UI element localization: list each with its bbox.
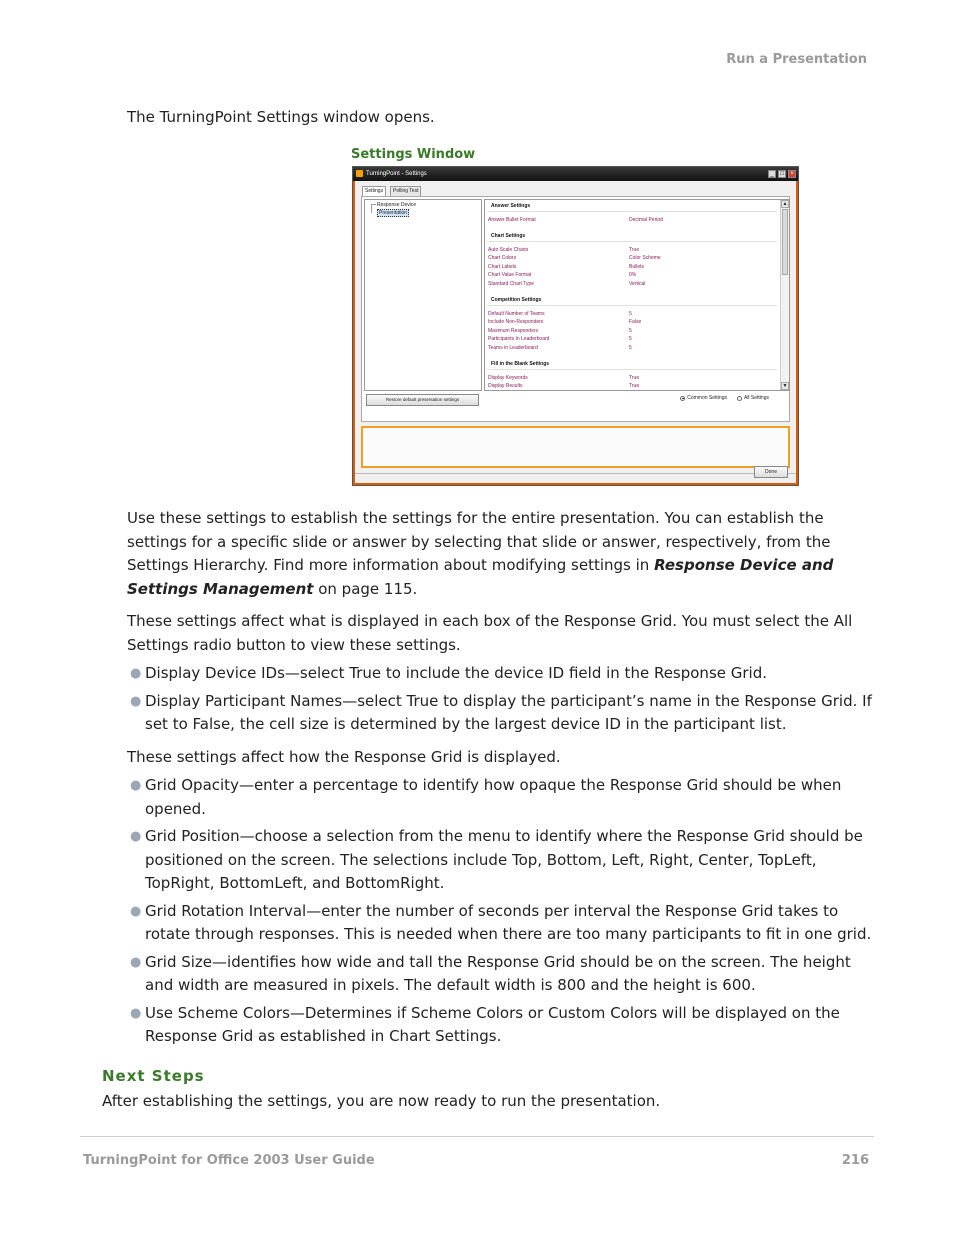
grid-section-header: Competition Settings bbox=[491, 296, 542, 303]
list-item-text: Grid Position—choose a selection from the menu to identify where the Response Grid should be positioned on the screen. The selections include Top, Bottom, Left, Right, Center, TopLeft, TopRight, BottomLeft, and BottomRight. bbox=[145, 827, 863, 892]
paragraph-text: Use these settings to establish the settings for the entire presentation. You can establish the settings for a specific slide or answer by selecting that slide or answer, respectively, from the Settings Hierarchy. Find more information about modifying settings in bbox=[127, 509, 831, 574]
turningpoint-logo-icon bbox=[356, 170, 363, 177]
setting-value[interactable]: False bbox=[629, 319, 642, 326]
list-item bbox=[127, 774, 872, 821]
paragraph-text: on page 115. bbox=[313, 579, 418, 598]
setting-value[interactable]: True bbox=[629, 246, 640, 253]
all-settings-label: All Settings bbox=[743, 395, 769, 401]
grid-section-header: Answer Settings bbox=[491, 203, 531, 209]
tree-line bbox=[371, 204, 376, 205]
setting-label[interactable]: Teams in Leaderboard bbox=[488, 345, 538, 351]
setting-label[interactable]: Standard Chart Type bbox=[488, 281, 535, 287]
list-item-text: Grid Rotation Interval—enter the number of seconds per interval the Response Grid takes to rotate through responses. This is needed when there are too many participants to fit in one grid. bbox=[145, 901, 872, 943]
footer-divider bbox=[80, 1136, 874, 1137]
bullet-icon: ● bbox=[130, 903, 142, 919]
common-settings-label: Common Settings bbox=[687, 395, 727, 401]
tab-polling-test[interactable]: Polling Test bbox=[390, 186, 421, 196]
tab-settings[interactable]: Settings bbox=[362, 186, 386, 196]
tree-node-response-device[interactable]: Response Device bbox=[377, 202, 417, 208]
setting-label[interactable]: Answer Bullet Format bbox=[488, 217, 536, 223]
radio-selected-icon bbox=[680, 396, 685, 401]
all-settings-radio[interactable] bbox=[737, 395, 769, 401]
paragraph-response-grid-box: These settings affect what is displayed in each box of the Response Grid. You must select the All Settings radio button to view these settings. bbox=[127, 612, 853, 654]
page-number: 216 bbox=[841, 1153, 869, 1168]
list-item-text: Grid Size—identifies how wide and tall the Response Grid should be on the screen. The height and width are measured in pixels. The default width is 800 and the height is 600. bbox=[145, 952, 851, 994]
bullet-list-display bbox=[127, 662, 872, 737]
maximize-icon[interactable]: □ bbox=[778, 170, 786, 178]
setting-label[interactable]: Display Results bbox=[488, 383, 523, 390]
intro-text: The TurningPoint Settings window opens. bbox=[127, 108, 435, 126]
list-item bbox=[127, 662, 872, 686]
bullet-icon: ● bbox=[130, 954, 142, 970]
divider bbox=[355, 473, 796, 474]
list-item bbox=[127, 900, 872, 947]
bullet-icon: ● bbox=[130, 693, 142, 709]
setting-label[interactable]: Include Non-Responders bbox=[488, 319, 544, 326]
setting-value[interactable]: Vertical bbox=[629, 281, 646, 287]
grid-section-divider bbox=[487, 211, 777, 212]
setting-value[interactable]: 5 bbox=[629, 345, 632, 351]
restore-defaults-button[interactable]: Restore default presentation settings bbox=[366, 394, 479, 406]
close-icon[interactable]: × bbox=[788, 170, 796, 178]
settings-hierarchy-tree bbox=[364, 199, 482, 391]
settings-panel bbox=[361, 196, 790, 422]
done-button[interactable]: Done bbox=[754, 466, 788, 478]
setting-label[interactable]: Auto Scale Charts bbox=[488, 246, 529, 253]
setting-label[interactable]: Chart Colors bbox=[488, 255, 517, 262]
list-item bbox=[127, 951, 872, 998]
tree-node-presentation[interactable]: Presentation bbox=[379, 210, 408, 216]
grid-scrollbar[interactable] bbox=[780, 200, 789, 390]
setting-label[interactable]: Chart Labels bbox=[488, 263, 517, 270]
grid-section-divider bbox=[487, 305, 777, 306]
scroll-up-icon[interactable]: ▲ bbox=[782, 201, 788, 207]
next-steps-text: After establishing the settings, you are now ready to run the presentation. bbox=[102, 1092, 661, 1110]
list-item bbox=[127, 690, 872, 737]
scroll-down-icon[interactable]: ▼ bbox=[782, 383, 788, 389]
setting-description-box bbox=[361, 426, 790, 468]
list-item bbox=[127, 825, 872, 896]
grid-section-divider bbox=[487, 241, 777, 242]
setting-value[interactable]: Bullets bbox=[629, 263, 645, 270]
setting-value[interactable]: 5 bbox=[629, 327, 632, 334]
settings-scope-radios bbox=[680, 395, 769, 401]
setting-value[interactable]: 5 bbox=[629, 336, 632, 343]
setting-label[interactable]: Chart Value Format bbox=[488, 272, 532, 279]
footer-title: TurningPoint for Office 2003 User Guide bbox=[83, 1153, 375, 1168]
scroll-thumb[interactable] bbox=[782, 209, 788, 275]
setting-label[interactable]: Maximum Responders bbox=[488, 327, 539, 334]
bullet-icon: ● bbox=[130, 666, 142, 681]
window-body bbox=[355, 181, 796, 483]
window-title: TurningPoint - Settings bbox=[366, 171, 427, 177]
window-titlebar bbox=[353, 167, 798, 181]
cross-reference-link[interactable]: Response Device and Settings Management bbox=[127, 556, 834, 598]
setting-value[interactable]: Color Scheme bbox=[629, 255, 661, 262]
bullet-icon: ● bbox=[130, 829, 142, 844]
setting-value[interactable]: True bbox=[629, 374, 640, 381]
bullet-icon: ● bbox=[130, 1005, 142, 1021]
list-item bbox=[127, 1002, 872, 1049]
minimize-icon[interactable]: _ bbox=[768, 170, 776, 178]
bullet-icon: ● bbox=[130, 778, 142, 793]
setting-value[interactable]: Decimal Period bbox=[629, 217, 663, 223]
next-steps-heading: Next Steps bbox=[102, 1067, 205, 1085]
setting-label[interactable]: Default Number of Teams bbox=[488, 310, 545, 317]
paragraph-grid-display: These settings affect how the Response Grid is displayed. bbox=[127, 748, 561, 766]
bullet-list-grid bbox=[127, 774, 872, 1049]
grid-section-header: Fill in the Blank Settings bbox=[491, 360, 550, 367]
tree-line bbox=[371, 204, 372, 213]
setting-label[interactable]: Participants In Leaderboard bbox=[488, 336, 550, 343]
setting-label[interactable]: Display Keywords bbox=[488, 374, 528, 381]
radio-unselected-icon bbox=[737, 396, 742, 401]
list-item-text: Display Device IDs—select True to include the device ID field in the Response Grid. bbox=[145, 664, 768, 682]
setting-value[interactable]: 0% bbox=[629, 272, 637, 279]
list-item-text: Grid Opacity—enter a percentage to identify how opaque the Response Grid should be when opened. bbox=[145, 776, 842, 818]
setting-value[interactable]: 5 bbox=[629, 310, 632, 317]
setting-value[interactable]: True bbox=[629, 383, 640, 390]
settings-window bbox=[352, 166, 799, 486]
grid-section-header: Chart Settings bbox=[491, 232, 526, 239]
running-head: Run a Presentation bbox=[726, 52, 867, 67]
figure-caption: Settings Window bbox=[351, 147, 476, 162]
grid-section-divider bbox=[487, 369, 777, 370]
list-item-text: Display Participant Names—select True to display the participant’s name in the Response Grid. If set to False, the cell size is determined by the largest device ID in the participant list. bbox=[145, 691, 872, 733]
paragraph-settings-intro bbox=[127, 507, 872, 601]
settings-grid bbox=[484, 199, 790, 391]
common-settings-radio[interactable] bbox=[680, 395, 727, 401]
list-item-text: Use Scheme Colors—Determines if Scheme Colors or Custom Colors will be displayed on the Response Grid as established in Chart Settings. bbox=[145, 1003, 840, 1045]
